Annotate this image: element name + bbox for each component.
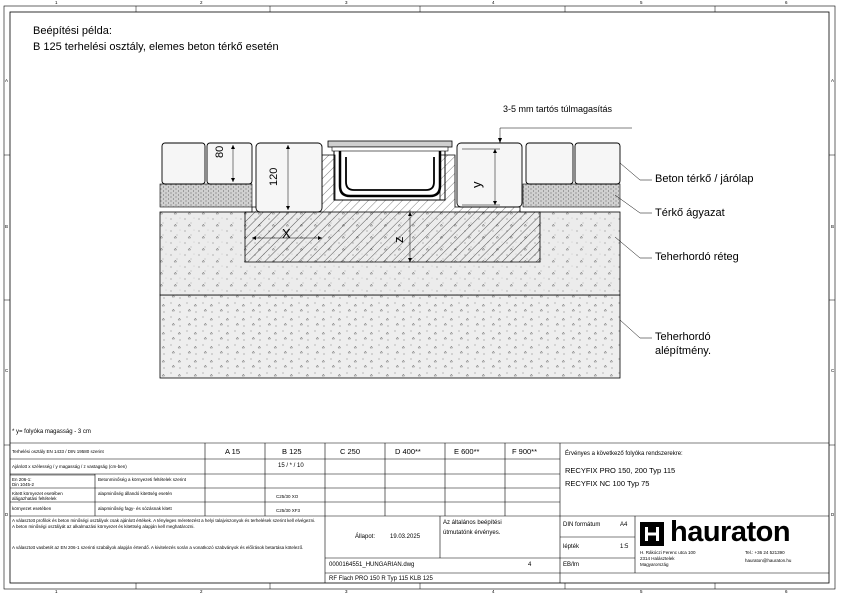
class-e600: E 600** — [454, 447, 480, 456]
heading-line-1: Beépítési példa: — [33, 25, 112, 37]
state-date: 19.03.2025 — [390, 534, 421, 540]
row5-value: C25/30 XF3 — [276, 508, 301, 513]
row4-label-b: alágazhatási feltételek — [12, 496, 57, 501]
company-address-2: 2314 Halásztelek — [640, 556, 675, 561]
row-mark-c: C — [5, 368, 9, 373]
col-mark-3-bottom: 3 — [345, 589, 348, 594]
note-1: A választott profilok és beton minőségi osztályok csak ajánlott értékek. A tényleges méretezést a helyi talajviszonyok és terhelések szerint kell elvégezni. A beton minőségi osztályát az alkalmazási környezet és kitettség alapján kell meghatározni. — [12, 518, 316, 529]
row5-label-c: alapminőség fagy- és sózásnak kitett — [98, 506, 172, 511]
scale-value: 1:5 — [620, 544, 629, 550]
company-address-3: Magyarország — [640, 562, 669, 567]
col-mark-2: 2 — [200, 0, 203, 5]
col-mark-3: 3 — [345, 0, 348, 5]
leader-lines — [615, 163, 652, 338]
row3-label-a: En 206-1: — [12, 477, 32, 482]
drainage-channel — [328, 141, 452, 200]
class-f900: F 900** — [512, 447, 538, 456]
col-mark-4: 4 — [492, 0, 495, 5]
company-logo-text: hauraton — [670, 516, 791, 548]
class-c250: C 250 — [340, 447, 361, 456]
overheight-note: 3-5 mm tartós túlmagasítás — [503, 104, 613, 114]
dim-y-label: y — [469, 181, 484, 188]
validity-line-1: RECYFIX PRO 150, 200 Typ 115 — [565, 466, 676, 475]
bedding-right — [523, 184, 620, 207]
hauraton-logo-icon — [640, 522, 664, 546]
state-label: Állapot: — [355, 534, 376, 540]
label-bedding: Térkő ágyazat — [655, 207, 725, 219]
col-mark-5: 5 — [640, 0, 643, 5]
class-b125: B 125 — [282, 447, 302, 456]
row-mark-a-right: A — [831, 78, 835, 83]
dim-x-label: X — [282, 226, 291, 241]
label-subbase-line-2: alépítmény. — [655, 345, 712, 357]
general-guide-line-1: Az általános beépítési — [443, 520, 502, 526]
sheet-number: 4 — [528, 562, 532, 568]
row4-label-c: alapminőség állandó kitettség esetén — [98, 491, 173, 496]
validity-line-2: RECYFIX NC 100 Typ 75 — [565, 479, 650, 488]
unit-value: EB/lm — [563, 562, 580, 568]
company-address-1: H. Rákóczi Ferenc utca 100 — [640, 550, 696, 555]
row-mark-d: D — [5, 512, 9, 517]
format-label: DIN formátum — [563, 522, 601, 528]
heading-line-2: B 125 terhelési osztály, elemes beton térkő esetén — [33, 41, 279, 53]
row-mark-b: B — [5, 224, 9, 229]
b125-dimensions: 15 / * / 10 — [278, 463, 304, 469]
footnote: * y= folyóka magasság - 3 cm — [12, 429, 91, 435]
class-a15: A 15 — [225, 447, 241, 456]
bedding-left — [160, 184, 252, 207]
label-subbase-line-1: Teherhordó — [655, 331, 711, 343]
label-paver: Beton térkő / járólap — [655, 173, 754, 185]
row5-label-a: környezet esetében — [12, 506, 52, 511]
scale-label: lépték — [563, 544, 580, 550]
dim-80-label: 80 — [214, 145, 226, 158]
col-mark-6: 6 — [785, 0, 788, 5]
title-block — [10, 443, 829, 583]
note-2: A választott vasbetét az EN 206-1 szerinti szabályok alapján értendő. A kivitelezés során a vonatkozó szabványok és előírások betartása kötelező. — [12, 545, 304, 550]
row-mark-b-right: B — [831, 224, 835, 229]
row3-label-b: Din 1045-2 — [12, 482, 35, 487]
company-email: hauraton@hauraton.hu — [745, 558, 792, 563]
label-base: Teherhordó réteg — [655, 251, 739, 263]
row-mark-d-right: D — [831, 512, 835, 517]
format-value: A4 — [620, 522, 628, 528]
col-mark-1: 1 — [55, 0, 58, 5]
col-mark-2-bottom: 2 — [200, 589, 203, 594]
col-mark-5-bottom: 5 — [640, 589, 643, 594]
subbase-layer — [160, 295, 620, 378]
drawing-number: 0000164551_HUNGARIAN.dwg — [329, 562, 415, 568]
row4-label-a: Kitett környezet esetében — [12, 491, 63, 496]
row1-label: Terhelési osztály EN 1433 / DIN 19580 szerint — [12, 449, 104, 454]
col-mark-6-bottom: 6 — [785, 589, 788, 594]
dim-z-label: z — [391, 236, 406, 243]
row-mark-c-right: C — [831, 368, 835, 373]
row4-value: C25/30 XO — [276, 494, 299, 499]
general-guide-line-2: útmutatónk érvényes. — [443, 530, 501, 536]
col-mark-1-bottom: 1 — [55, 589, 58, 594]
row2-label: Ajánlott x szélesség / y magasság / z vastagság (cm-ben) — [12, 464, 127, 469]
validity-heading: Érvényes a következő folyóka rendszerekre: — [565, 451, 683, 457]
class-d400: D 400** — [395, 447, 421, 456]
dim-120-label: 120 — [268, 167, 280, 186]
row-mark-a: A — [5, 78, 9, 83]
col-mark-4-bottom: 4 — [492, 589, 495, 594]
company-phone: Tel.: +36 24 521390 — [745, 550, 785, 555]
row3-label-c: Betonminőség a környezeti feltételek szerint — [98, 477, 187, 482]
product-name: RF Flach PRO 150 R Typ 115 KLB 125 — [329, 576, 433, 582]
